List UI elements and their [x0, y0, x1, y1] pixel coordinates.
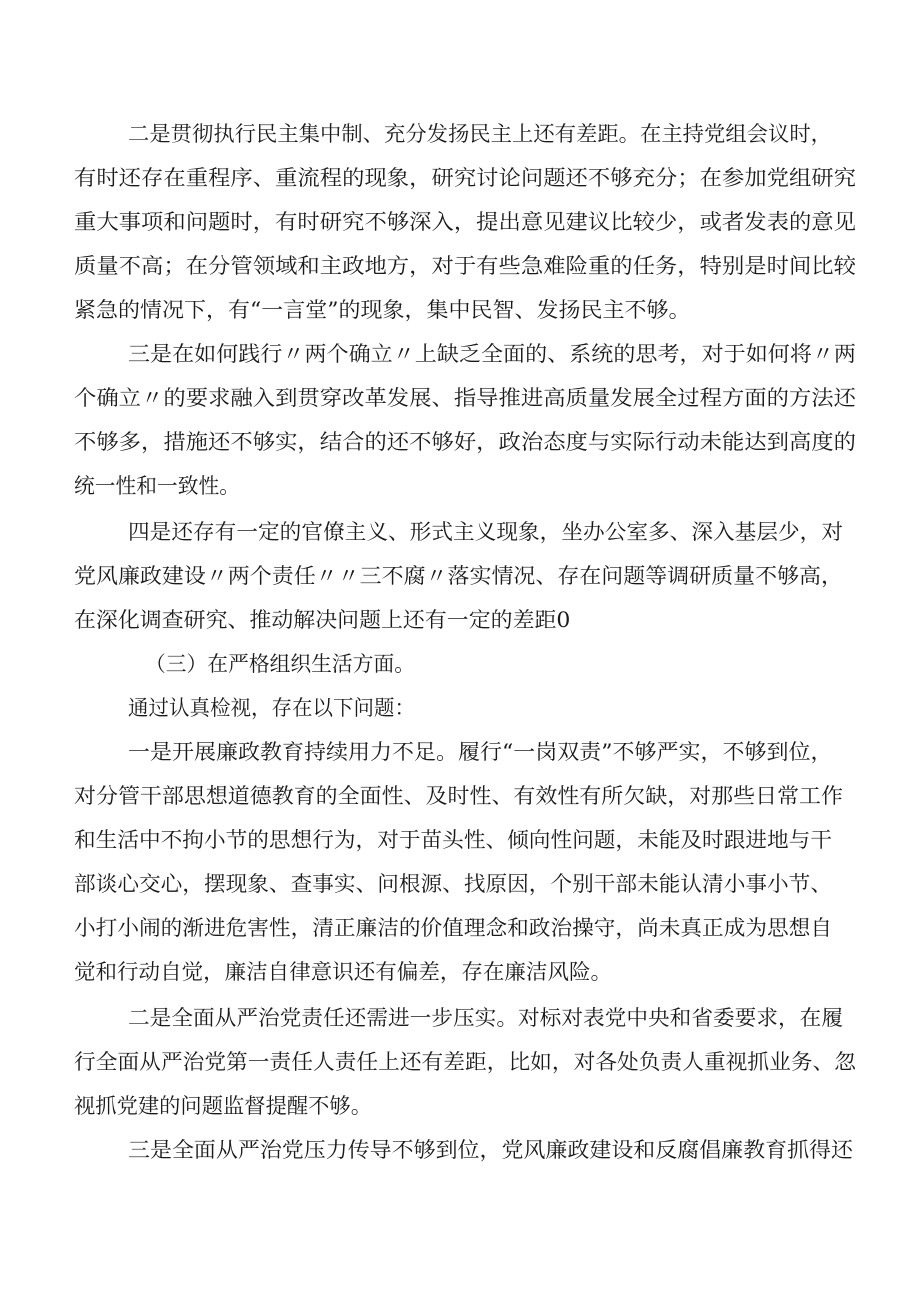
- text-line: 二是全面从严治党责任还需进一步压实。对标对表党中央和省委要求，在履: [128, 1006, 843, 1030]
- text-line: 不够多，措施还不够实，结合的还不够好，政治态度与实际行动未能达到高度的: [74, 430, 856, 454]
- text-line: 有时还存在重程序、重流程的现象，研究讨论问题还不够充分；在参加党组研究: [74, 166, 856, 190]
- text-line: 和生活中不拘小节的思想行为，对于苗头性、倾向性问题，未能及时跟进地与干: [74, 828, 832, 852]
- text-line: 通过认真检视，存在以下问题：: [128, 696, 415, 720]
- text-line: 小打小闹的渐进危害性，清正廉洁的价值理念和政治操守，尚未真正成为思想自: [74, 916, 832, 940]
- text-line: 二是贯彻执行民主集中制、充分发扬民主上还有差距。在主持党组会议时，: [128, 122, 833, 146]
- text-line: 视抓党建的问题监督提醒不够。: [74, 1094, 372, 1118]
- text-line: 个确立〃的要求融入到贯穿改革发展、指导推进高质量发展全过程方面的方法还: [74, 386, 856, 410]
- text-line: 党风廉政建设〃两个责任〃〃三不腐〃落实情况、存在问题等调研质量不够高，: [74, 564, 843, 588]
- text-line: 四是还存有一定的官僚主义、形式主义现象，坐办公室多、深入基层少，对: [128, 520, 843, 544]
- text-line: 在深化调查研究、推动解决问题上还有一定的差距0: [74, 608, 571, 632]
- text-line: 紧急的情况下，有“一言堂”的现象，集中民智、发扬民主不够。: [74, 298, 691, 322]
- text-line: 三是在如何践行〃两个确立〃上缺乏全面的、系统的思考，对于如何将〃两: [128, 342, 856, 366]
- text-line: 重大事项和问题时，有时研究不够深入，提出意见建议比较少，或者发表的意见: [74, 210, 856, 234]
- text-line: 对分管干部思想道德教育的全面性、及时性、有效性有所欠缺，对那些日常工作: [74, 784, 843, 808]
- text-line: 三是全面从严治党压力传导不够到位，党风廉政建设和反腐倡廉教育抓得还: [128, 1138, 853, 1162]
- text-line: 行全面从严治党第一责任人责任上还有差距，比如，对各处负责人重视抓业务、忽: [74, 1050, 856, 1074]
- text-line: 部谈心交心，摆现象、查事实、问根源、找原因，个别干部未能认清小事小节、: [74, 872, 832, 896]
- text-line: 质量不高；在分管领域和主政地方，对于有些急难险重的任务，特别是时间比较: [74, 254, 856, 278]
- text-line: 觉和行动自觉，廉洁自律意识还有偏差，存在廉洁风险。: [74, 960, 612, 984]
- text-line: （三）在严格组织生活方面。: [145, 652, 415, 676]
- text-line: 一是开展廉政教育持续用力不足。履行“一岗双责”不够严实，不够到位，: [128, 740, 833, 764]
- text-line: 统一性和一致性。: [74, 474, 240, 498]
